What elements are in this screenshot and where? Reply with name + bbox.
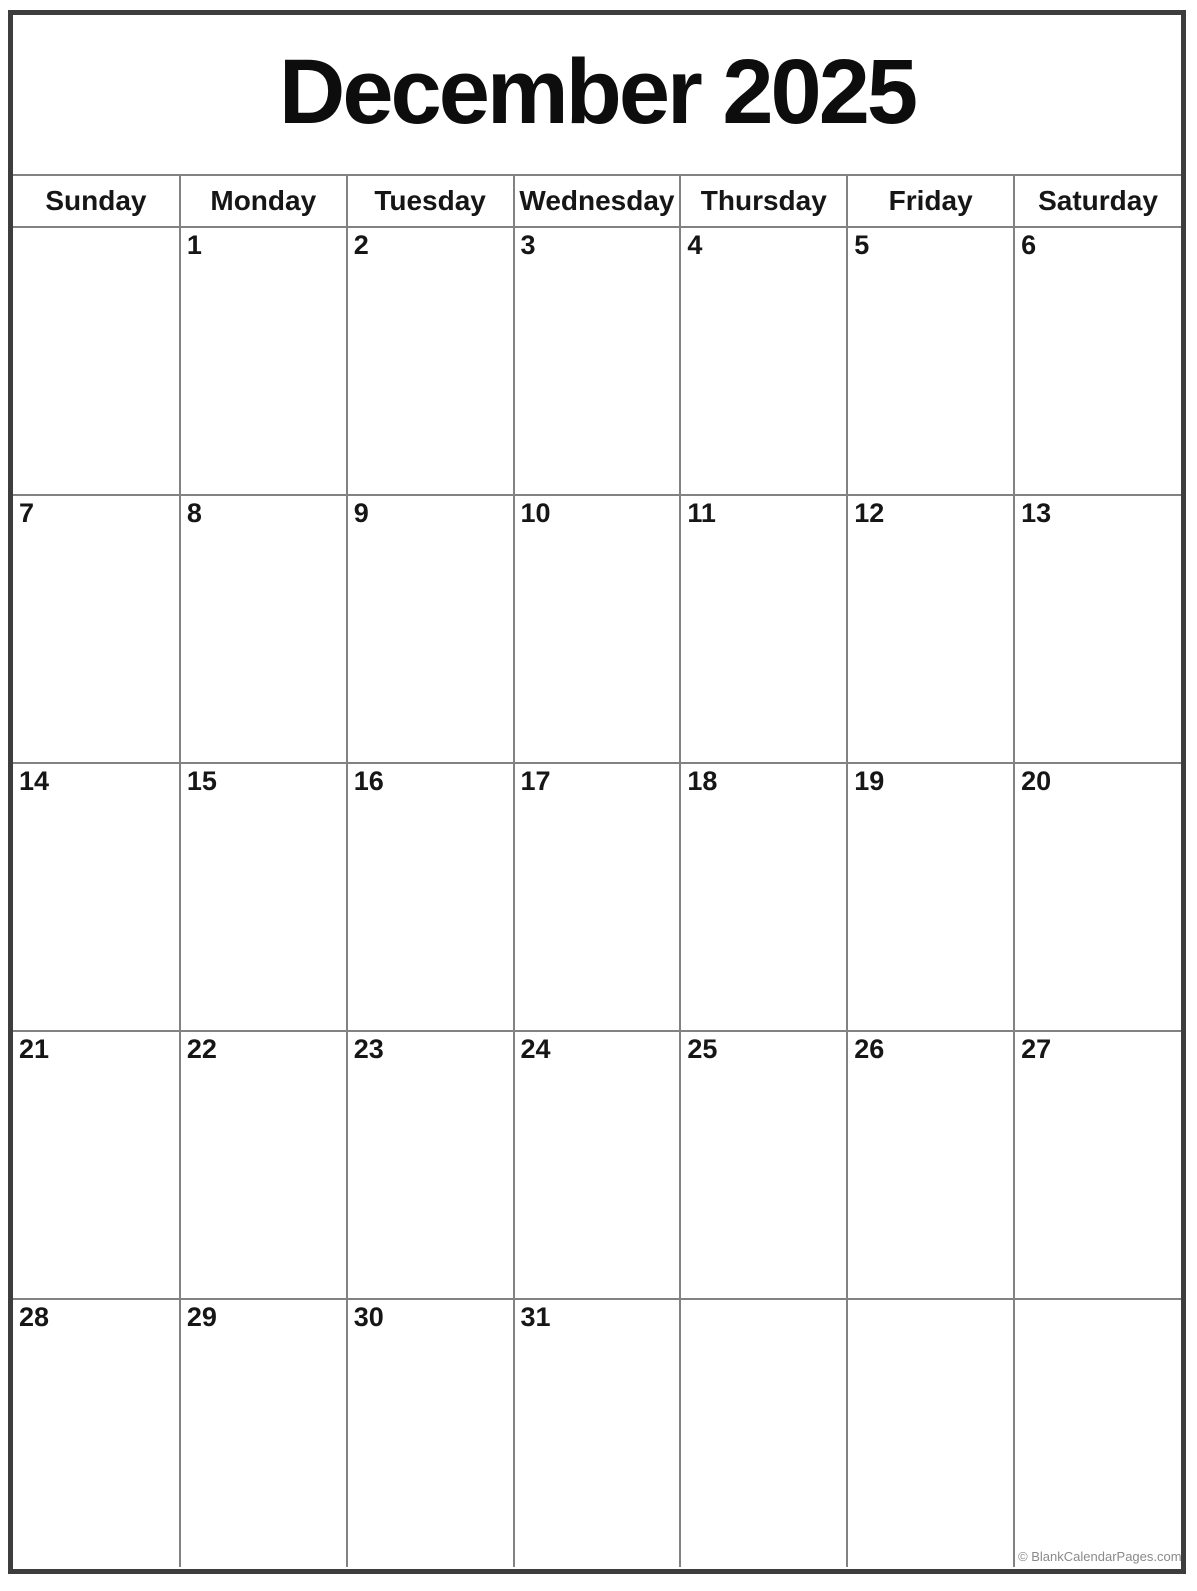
weekday-header-wednesday: Wednesday — [514, 176, 681, 227]
day-number: 1 — [186, 230, 202, 260]
day-number: 31 — [520, 1302, 551, 1332]
weekday-header-tuesday: Tuesday — [347, 176, 514, 227]
day-number: 22 — [186, 1034, 217, 1064]
day-number: 16 — [353, 766, 384, 796]
day-cell — [180, 1299, 347, 1567]
day-cell — [680, 1031, 847, 1299]
day-number: 25 — [687, 1034, 718, 1064]
day-number: 5 — [854, 230, 870, 260]
day-number: 2 — [353, 230, 369, 260]
day-cell — [680, 763, 847, 1031]
day-cell — [13, 1299, 180, 1567]
day-cell — [347, 227, 514, 495]
weekday-header-row — [13, 176, 1181, 227]
day-cell — [347, 1031, 514, 1299]
day-cell — [680, 495, 847, 763]
day-cell — [514, 1031, 681, 1299]
day-cell — [1014, 495, 1181, 763]
day-cell — [13, 495, 180, 763]
day-number: 12 — [854, 498, 885, 528]
day-cell — [847, 495, 1014, 763]
day-cell — [347, 763, 514, 1031]
day-number: 4 — [687, 230, 703, 260]
day-cell — [847, 1031, 1014, 1299]
day-cell — [1014, 227, 1181, 495]
day-number: 29 — [186, 1302, 217, 1332]
day-cell — [180, 1031, 347, 1299]
day-number: 26 — [854, 1034, 885, 1064]
day-number — [681, 1300, 846, 1302]
day-cell — [13, 1031, 180, 1299]
week-row — [13, 763, 1181, 1031]
day-number — [1015, 1300, 1181, 1302]
day-cell — [13, 227, 180, 495]
day-cell — [180, 227, 347, 495]
day-number: 7 — [19, 498, 35, 528]
day-cell — [180, 495, 347, 763]
day-cell — [1014, 1299, 1181, 1567]
day-number: 11 — [687, 498, 716, 528]
day-cell — [680, 1299, 847, 1567]
day-number: 15 — [186, 766, 217, 796]
calendar-grid — [13, 176, 1181, 1567]
day-number: 9 — [353, 498, 369, 528]
day-number: 6 — [1021, 230, 1037, 260]
day-cell — [680, 227, 847, 495]
day-number: 8 — [186, 498, 202, 528]
week-row — [13, 1299, 1181, 1567]
day-cell — [514, 1299, 681, 1567]
day-number: 21 — [19, 1034, 50, 1064]
day-number: 23 — [353, 1034, 384, 1064]
day-cell — [180, 763, 347, 1031]
weekday-header-thursday: Thursday — [680, 176, 847, 227]
day-number: 19 — [854, 766, 885, 796]
day-number: 28 — [19, 1302, 50, 1332]
day-number: 17 — [520, 766, 551, 796]
weekday-header-saturday: Saturday — [1014, 176, 1181, 227]
day-cell — [514, 763, 681, 1031]
day-number: 18 — [687, 766, 718, 796]
day-number: 30 — [353, 1302, 384, 1332]
title-band — [13, 15, 1181, 176]
weekday-header-friday: Friday — [847, 176, 1014, 227]
week-row — [13, 495, 1181, 763]
day-number: 27 — [1021, 1034, 1052, 1064]
weekday-header-sunday: Sunday — [13, 176, 180, 227]
day-number: 20 — [1021, 766, 1052, 796]
day-cell — [847, 1299, 1014, 1567]
day-number — [13, 228, 179, 230]
day-cell — [1014, 763, 1181, 1031]
weekday-header-monday: Monday — [180, 176, 347, 227]
day-cell — [347, 495, 514, 763]
day-number: 14 — [19, 766, 50, 796]
day-cell — [1014, 1031, 1181, 1299]
day-number: 3 — [520, 230, 536, 260]
day-cell — [13, 763, 180, 1031]
page-title: December 2025 — [278, 40, 916, 143]
week-row — [13, 1031, 1181, 1299]
day-number: 24 — [520, 1034, 551, 1064]
week-row — [13, 227, 1181, 495]
day-number — [848, 1300, 1013, 1302]
day-number: 13 — [1021, 498, 1052, 528]
day-cell — [514, 495, 681, 763]
day-cell — [347, 1299, 514, 1567]
day-cell — [847, 763, 1014, 1031]
calendar-frame — [8, 10, 1186, 1574]
credit-watermark: © BlankCalendarPages.com — [1018, 1549, 1182, 1564]
day-number: 10 — [520, 498, 551, 528]
day-cell — [514, 227, 681, 495]
day-cell — [847, 227, 1014, 495]
